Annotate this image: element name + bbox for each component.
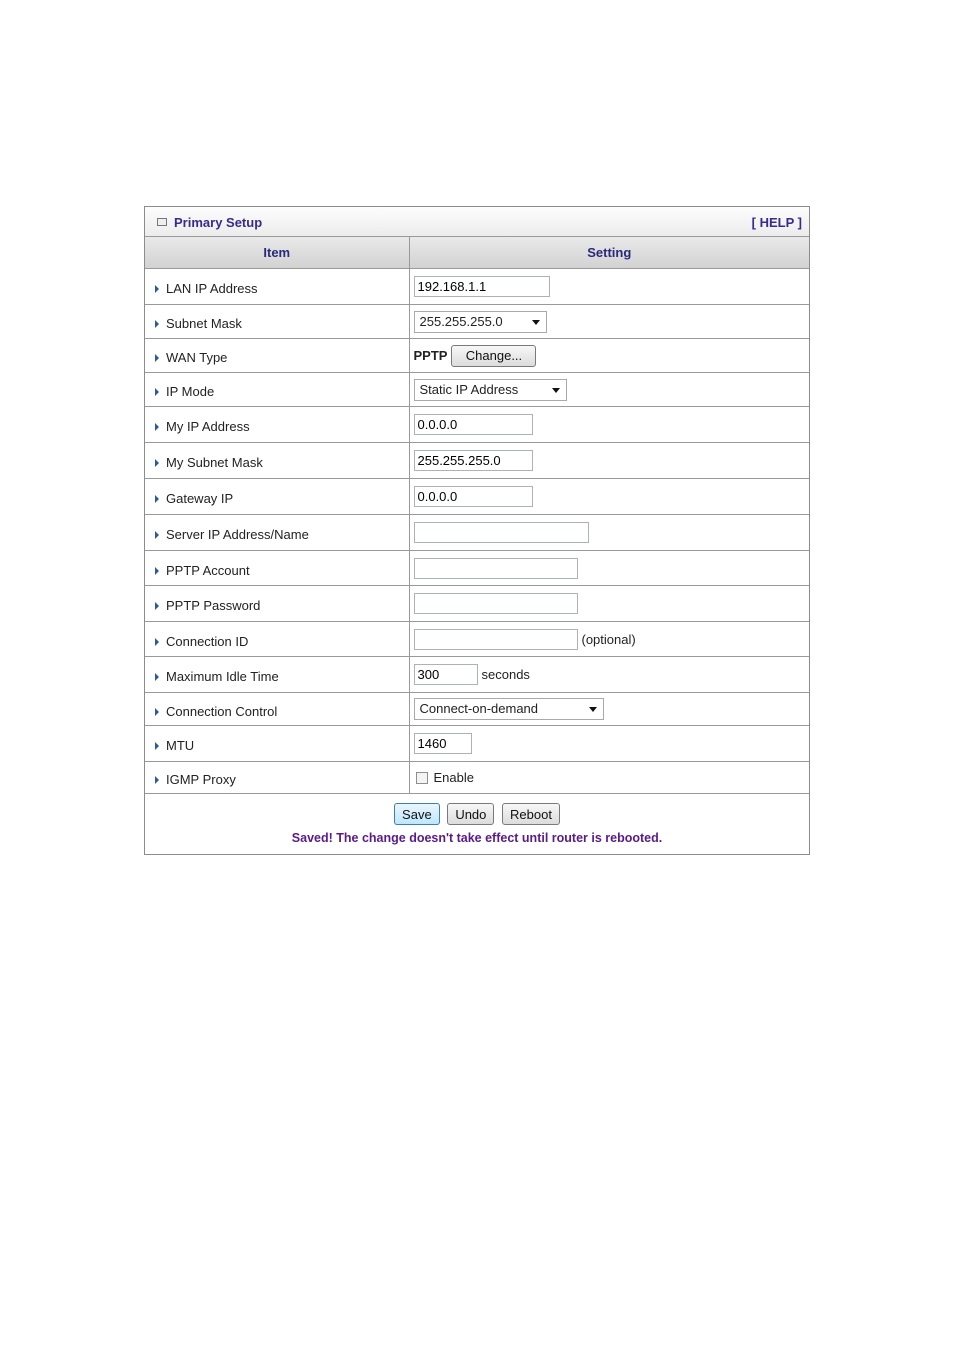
server-ip-input[interactable]: [414, 522, 589, 543]
row-connection-id: [145, 622, 809, 657]
gateway-ip-input[interactable]: [414, 486, 533, 507]
header-item: Item: [145, 237, 409, 269]
seconds-unit: seconds: [481, 667, 530, 682]
optional-hint: (optional): [581, 631, 636, 647]
pptp-password-input[interactable]: [414, 593, 578, 614]
ip-mode-label: IP Mode: [166, 384, 215, 399]
max-idle-label: Maximum Idle Time: [166, 669, 279, 684]
row-connection-control: [145, 693, 809, 726]
my-subnet-label: My Subnet Mask: [166, 455, 263, 470]
connection-control-label: Connection Control: [166, 703, 278, 719]
status-message: Saved! The change doesn't take effect until router is rebooted.: [291, 831, 663, 845]
gateway-ip-label: Gateway IP: [166, 491, 234, 506]
row-pptp-password: [145, 586, 809, 622]
connection-control-select[interactable]: [414, 698, 604, 720]
bullet-arrow-icon: [155, 531, 159, 539]
bullet-arrow-icon: [155, 602, 159, 610]
bullet-arrow-icon: [155, 320, 159, 328]
row-ip-mode: [145, 373, 809, 407]
connection-id-input[interactable]: [414, 629, 578, 650]
igmp-enable-checkbox[interactable]: [416, 772, 428, 784]
pptp-password-label: PPTP Password: [166, 598, 261, 613]
save-button[interactable]: Save: [394, 803, 440, 825]
row-wan-type: [145, 339, 809, 373]
bullet-arrow-icon: [155, 742, 159, 750]
subnet-mask-selected: 255.255.255.0: [419, 313, 503, 329]
row-mtu: [145, 726, 809, 762]
row-my-subnet: [145, 443, 809, 479]
panel-titlebar: [145, 207, 809, 237]
row-server-ip: [145, 515, 809, 551]
server-ip-label: Server IP Address/Name: [166, 527, 309, 542]
ip-mode-select[interactable]: [414, 379, 567, 401]
igmp-proxy-label: IGMP Proxy: [166, 772, 236, 787]
wan-type-value: PPTP: [413, 348, 448, 363]
bullet-arrow-icon: [155, 423, 159, 431]
my-ip-label: My IP Address: [166, 419, 250, 434]
help-link[interactable]: [ HELP ]: [751, 215, 802, 230]
chevron-down-icon: [532, 320, 540, 325]
lan-ip-label: LAN IP Address: [166, 281, 258, 296]
row-gateway-ip: [145, 479, 809, 515]
bullet-arrow-icon: [155, 495, 159, 503]
chevron-down-icon: [589, 707, 597, 712]
connection-control-selected: Connect-on-demand: [419, 701, 539, 716]
row-pptp-account: [145, 551, 809, 586]
row-subnet-mask: [145, 305, 809, 339]
my-subnet-input[interactable]: [414, 450, 533, 471]
igmp-enable-label: Enable: [433, 770, 474, 786]
change-wan-button[interactable]: Change...: [451, 345, 536, 367]
window-icon: [157, 218, 167, 226]
mtu-label: MTU: [166, 738, 195, 753]
row-lan-ip: [145, 269, 809, 305]
bullet-arrow-icon: [155, 459, 159, 467]
bullet-arrow-icon: [155, 567, 159, 575]
my-ip-input[interactable]: [414, 414, 533, 435]
row-max-idle: [145, 657, 809, 693]
panel-title: Primary Setup: [174, 215, 263, 230]
ip-mode-selected: Static IP Address: [419, 381, 519, 397]
table-header-row: [145, 237, 809, 269]
connection-id-label: Connection ID: [166, 633, 249, 649]
pptp-account-input[interactable]: [414, 558, 578, 579]
bullet-arrow-icon: [155, 708, 159, 716]
header-setting: Setting: [409, 237, 809, 269]
footer-actions: [145, 794, 809, 854]
subnet-mask-select[interactable]: [414, 311, 547, 333]
row-igmp-proxy: [145, 762, 809, 794]
bullet-arrow-icon: [155, 388, 159, 396]
undo-button[interactable]: Undo: [447, 803, 494, 825]
settings-table: [145, 237, 809, 854]
subnet-mask-label: Subnet Mask: [166, 316, 242, 331]
bullet-arrow-icon: [155, 285, 159, 293]
wan-type-label: WAN Type: [166, 350, 228, 365]
mtu-input[interactable]: [414, 733, 472, 754]
bullet-arrow-icon: [155, 776, 159, 784]
bullet-arrow-icon: [155, 638, 159, 646]
pptp-account-label: PPTP Account: [166, 562, 250, 578]
chevron-down-icon: [552, 388, 560, 393]
row-my-ip: [145, 407, 809, 443]
primary-setup-panel: [144, 206, 810, 855]
bullet-arrow-icon: [155, 354, 159, 362]
reboot-button[interactable]: Reboot: [502, 803, 560, 825]
lan-ip-input[interactable]: [414, 276, 550, 297]
max-idle-input[interactable]: [414, 664, 478, 685]
bullet-arrow-icon: [155, 673, 159, 681]
row-footer: [145, 794, 809, 855]
